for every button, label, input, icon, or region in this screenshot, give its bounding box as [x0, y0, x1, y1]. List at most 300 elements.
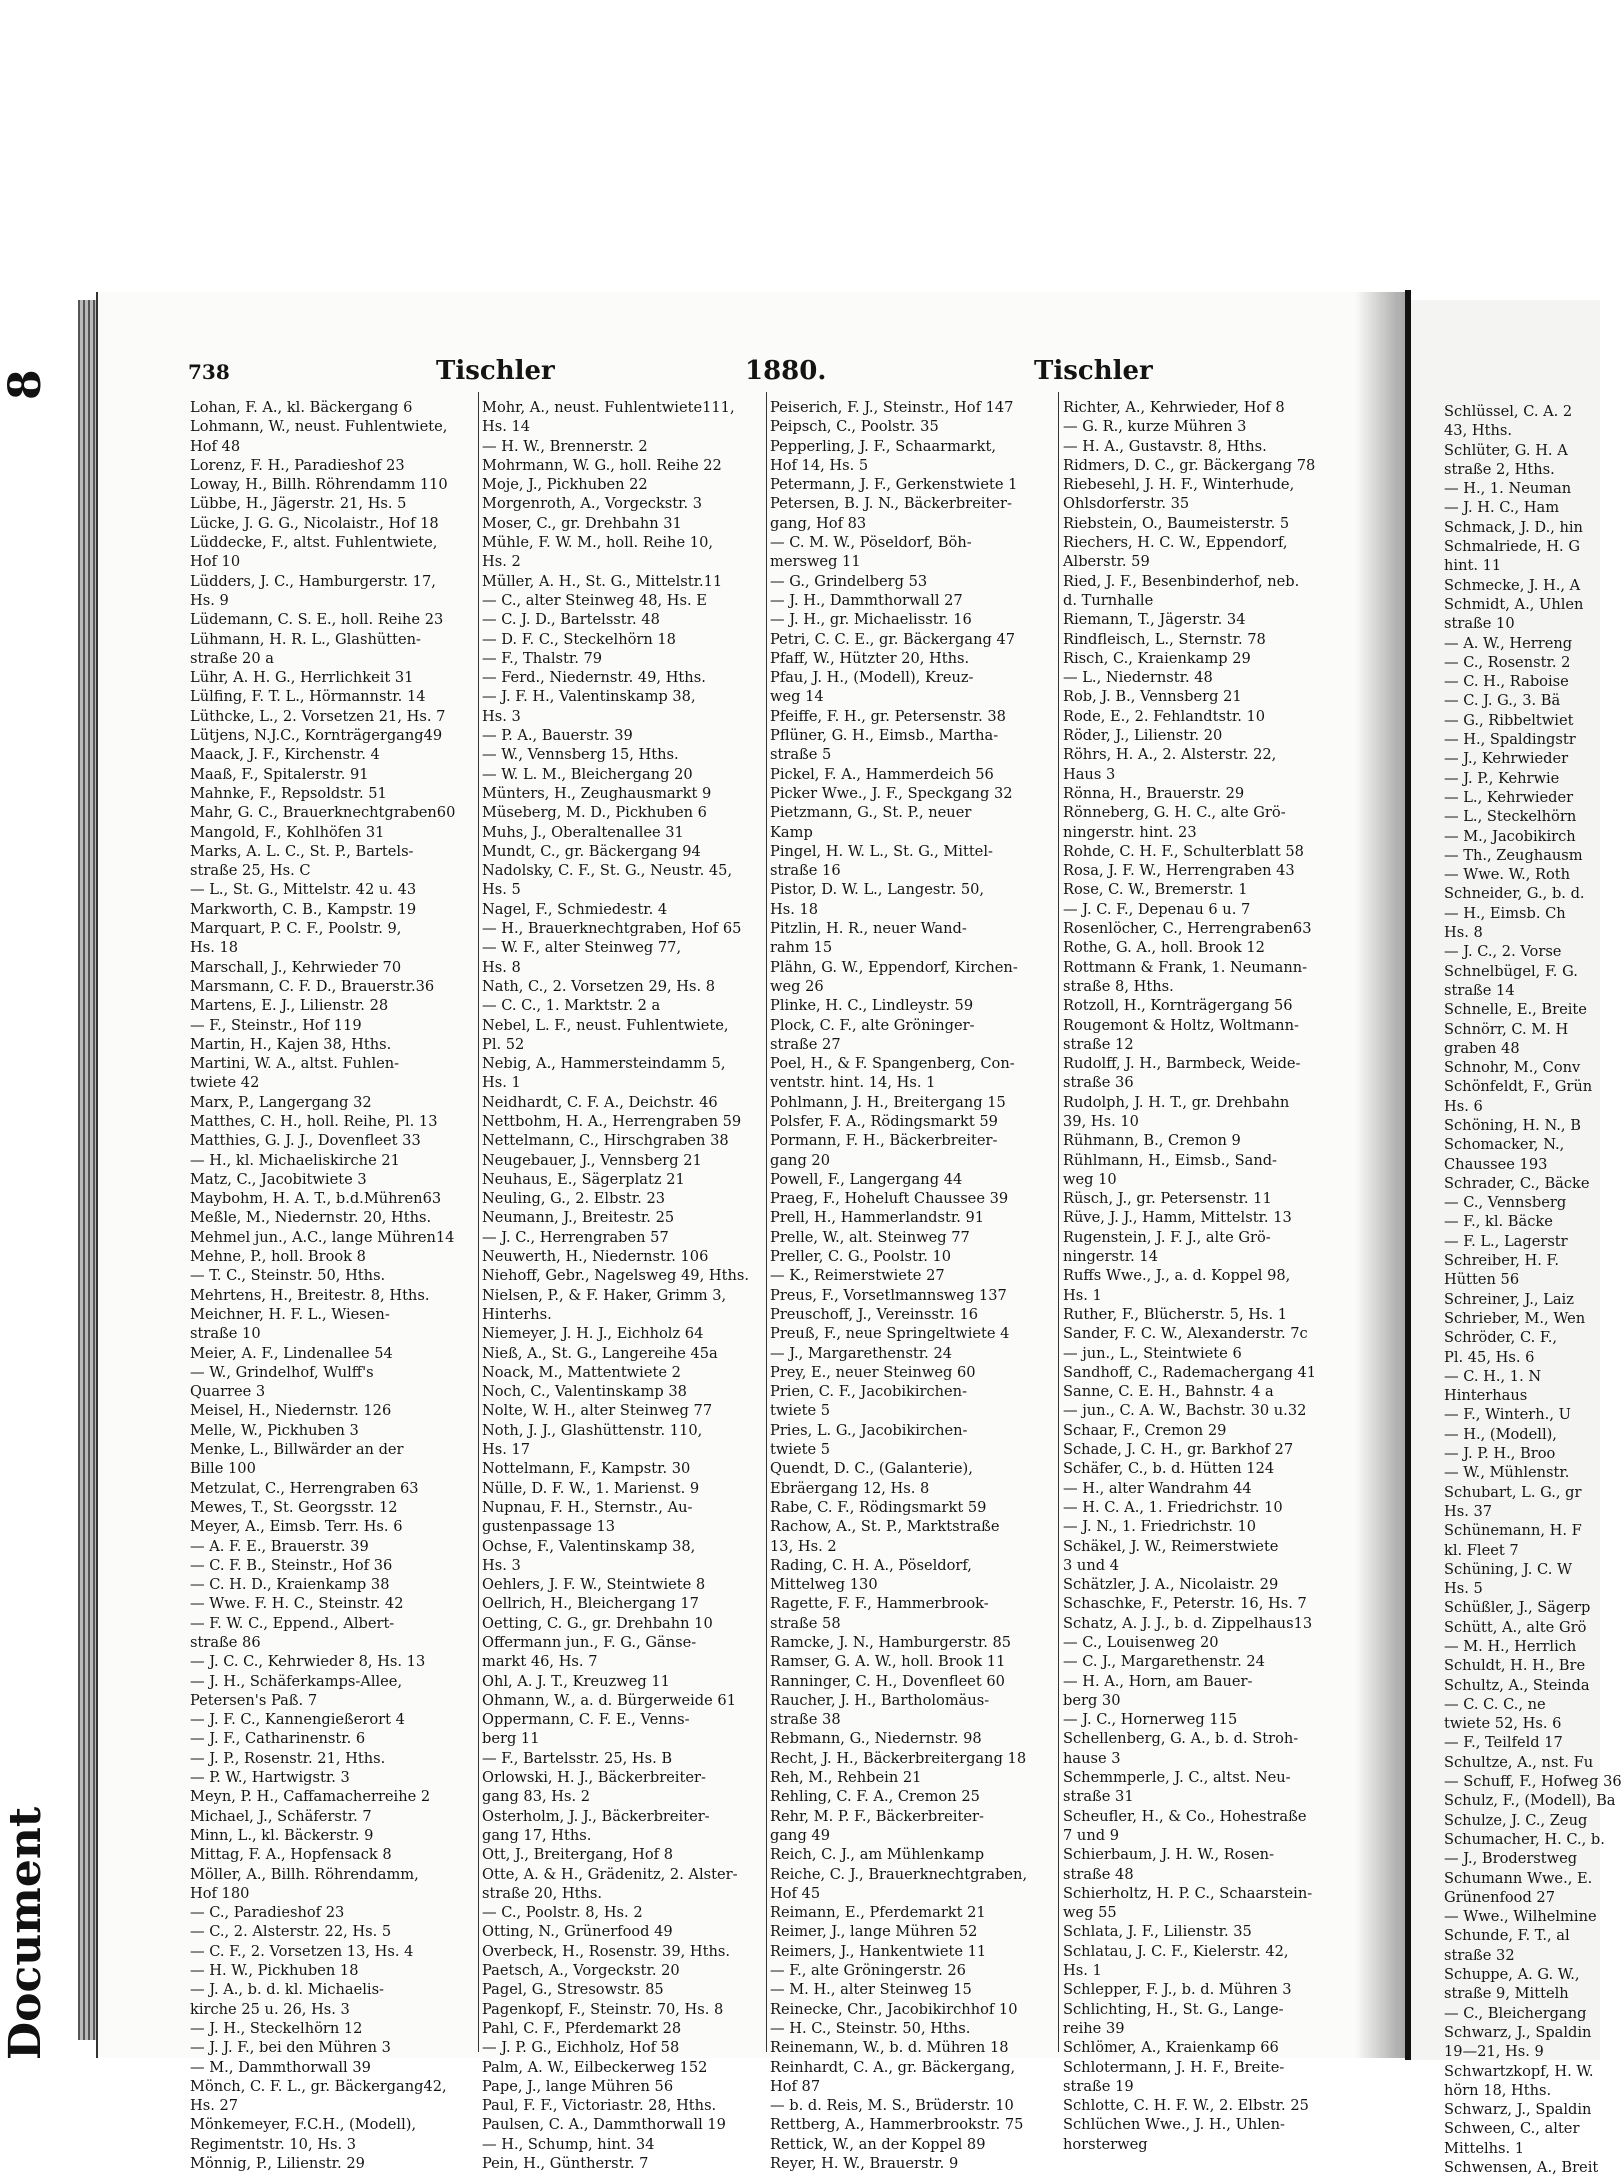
book-spine — [0, 369, 51, 2080]
directory-entry-line: Quarree 3 — [190, 1383, 266, 1401]
directory-entry-line: — C. F., 2. Vorsetzen 13, Hs. 4 — [190, 1942, 414, 1960]
directory-entry-line: Recht, J. H., Bäckerbreitergang 18 — [770, 1749, 1027, 1767]
directory-entry-line: — C. H., 1. N — [1444, 1367, 1542, 1385]
directory-entry-line: Schumann Wwe., E. — [1444, 1869, 1593, 1887]
directory-entry-line: Mittelweg 130 — [770, 1576, 878, 1594]
directory-entry-line: Peiserich, F. J., Steinstr., Hof 147 — [770, 399, 1014, 416]
directory-entry-line: Schlichting, H., St. G., Lange- — [1063, 2000, 1284, 2018]
directory-entry-line: Hs. 27 — [190, 2097, 239, 2115]
directory-entry-line: Schlata, J. F., Lilienstr. 35 — [1063, 1923, 1252, 1941]
directory-entry-line: Rudolph, J. H. T., gr. Drehbahn — [1063, 1093, 1290, 1111]
directory-entry-line: Hs. 18 — [190, 939, 239, 957]
directory-entry-line: Schnelle, E., Breite — [1444, 1001, 1587, 1019]
directory-entry-line: straße 19 — [1063, 2077, 1134, 2095]
directory-entry-line: Schrieber, M., Wen — [1444, 1309, 1586, 1327]
directory-entry-line: Rebmann, G., Niedernstr. 98 — [770, 1730, 982, 1748]
directory-entry-line: Rading, C. H. A., Pöseldorf, — [770, 1556, 972, 1574]
directory-entry-line: — C. J. G., 3. Bä — [1444, 692, 1561, 710]
directory-entry-line: — J. C., Herrengraben 57 — [482, 1228, 669, 1246]
directory-entry-line: 19—21, Hs. 9 — [1444, 2043, 1544, 2061]
directory-entry-line: Noack, M., Mattentwiete 2 — [482, 1363, 681, 1381]
directory-entry-line: Ohmann, W., a. d. Bürgerweide 61 — [482, 1691, 736, 1709]
directory-entry-line: Maaß, F., Spitalerstr. 91 — [190, 765, 369, 783]
directory-entry-line: — Wwe., Wilhelmine — [1444, 1908, 1597, 1926]
directory-entry-line: — J. C., 2. Vorse — [1444, 943, 1562, 961]
directory-entry-line: straße 5 — [770, 746, 832, 764]
directory-entry-line: Hs. 1 — [482, 1074, 521, 1092]
directory-entry-line: graben 48 — [1444, 1039, 1520, 1057]
directory-entry-line: Mahr, G. C., Brauerknechtgraben60 — [190, 804, 456, 822]
directory-entry-line: Mühle, F. W. M., holl. Reihe 10, — [482, 534, 714, 552]
directory-entry-line: Pfeiffe, F. H., gr. Petersenstr. 38 — [770, 707, 1006, 725]
directory-entry-line: Paetsch, A., Vorgeckstr. 20 — [482, 1962, 680, 1980]
directory-entry-line: Schaschke, F., Peterstr. 16, Hs. 7 — [1063, 1595, 1307, 1613]
directory-entry-line: Lücke, J. G. G., Nicolaistr., Hof 18 — [190, 514, 439, 532]
directory-entry-line: Schlotte, C. H. F. W., 2. Elbstr. 25 — [1063, 2097, 1309, 2115]
directory-entry-line: — W., Vennsberg 15, Hths. — [482, 746, 679, 764]
directory-entry-line: — H., (Modell), — [1444, 1425, 1557, 1443]
directory-entry-line: Matthies, G. J. J., Dovenfleet 33 — [190, 1132, 421, 1150]
directory-entry-line: Mittelhs. 1 — [1444, 2139, 1525, 2157]
directory-entry-line: — W., Grindelhof, Wulff's — [190, 1363, 374, 1381]
spine-text-upper: 8 — [0, 369, 51, 400]
directory-entry-line: Menke, L., Billwärder an der — [190, 1441, 404, 1459]
directory-entry-line: — J. P., Kehrwie — [1444, 769, 1560, 787]
directory-entry-line: straße 58 — [770, 1614, 841, 1632]
directory-entry-line: Regimentstr. 10, Hs. 3 — [190, 2135, 357, 2153]
directory-entry-line: Nath, C., 2. Vorsetzen 29, Hs. 8 — [482, 977, 716, 995]
directory-entry-line: Meichner, H. F. L., Wiesen- — [190, 1305, 390, 1323]
directory-entry-line: Pohlmann, J. H., Breitergang 15 — [770, 1093, 1006, 1111]
directory-entry-line: — A. F. E., Brauerstr. 39 — [190, 1537, 369, 1555]
directory-column-3 — [770, 398, 1066, 2173]
directory-entry-line: Rothe, G. A., holl. Brook 12 — [1063, 939, 1265, 957]
directory-entry-line: Pistor, D. W. L., Langestr. 50, — [770, 881, 985, 899]
directory-entry-line: — J., Kehrwieder — [1444, 750, 1569, 768]
directory-entry-line: Prey, E., neuer Steinweg 60 — [770, 1363, 976, 1381]
directory-entry-line: straße 86 — [190, 1634, 261, 1651]
directory-entry-line: Schlüter, G. H. A — [1444, 441, 1568, 459]
directory-entry-line: Nebig, A., Hammersteindamm 5, — [482, 1055, 726, 1073]
directory-entry-line: Hütten 56 — [1444, 1271, 1520, 1289]
directory-entry-line: — C. J., Margarethenstr. 24 — [1063, 1653, 1265, 1671]
directory-entry-line: berg 11 — [482, 1730, 540, 1748]
directory-entry-line: weg 26 — [770, 977, 824, 995]
directory-entry-line: Hs. 17 — [482, 1441, 531, 1459]
directory-entry-line: — C., alter Steinweg 48, Hs. E — [482, 591, 707, 609]
directory-entry-line: Schrader, C., Bäcke — [1444, 1174, 1590, 1192]
directory-entry-line: Riemann, T., Jägerstr. 34 — [1063, 611, 1246, 629]
directory-entry-line: Petri, C. C. E., gr. Bäckergang 47 — [770, 630, 1016, 648]
directory-entry-line: Maack, J. F., Kirchenstr. 4 — [190, 746, 380, 764]
directory-entry-line: — L., St. G., Mittelstr. 42 u. 43 — [190, 881, 417, 899]
directory-entry-line: Mittag, F. A., Hopfensack 8 — [190, 1846, 392, 1864]
directory-entry-line: Schmalriede, H. G — [1444, 538, 1580, 556]
running-header — [188, 356, 1378, 390]
directory-entry-line: gang 20 — [770, 1151, 830, 1169]
directory-entry-line: Schönfeldt, F., Grün — [1444, 1078, 1593, 1096]
directory-entry-line: straße 20, Hths. — [482, 1884, 603, 1902]
directory-entry-line: weg 14 — [770, 688, 824, 706]
directory-entry-line: Oppermann, C. F. E., Venns- — [482, 1711, 690, 1729]
directory-entry-line: Neuhaus, E., Sägerplatz 21 — [482, 1170, 685, 1188]
directory-entry-line: kl. Fleet 7 — [1444, 1541, 1519, 1559]
directory-entry-line: Paul, F. F., Victoriastr. 28, Hths. — [482, 2097, 717, 2115]
directory-entry-line: — C., Rosenstr. 2 — [1444, 653, 1571, 671]
directory-entry-line: Overbeck, H., Rosenstr. 39, Hths. — [482, 1942, 731, 1960]
directory-entry-line: — jun., L., Steintwiete 6 — [1063, 1344, 1242, 1362]
directory-entry-line: Schwensen, A., Breit — [1444, 2159, 1599, 2177]
directory-entry-line: Lühr, A. H. G., Herrlichkeit 31 — [190, 669, 414, 687]
directory-entry-line: Pingel, H. W. L., St. G., Mittel- — [770, 842, 993, 860]
directory-entry-line: Picker Wwe., J. F., Speckgang 32 — [770, 784, 1013, 802]
directory-entry-line: Pfau, J. H., (Modell), Kreuz- — [770, 669, 974, 687]
directory-entry-line: Mehmel jun., A.C., lange Mühren14 — [190, 1228, 455, 1246]
directory-entry-line: gang 83, Hs. 2 — [482, 1788, 591, 1806]
directory-entry-line: Hof 14, Hs. 5 — [770, 456, 869, 474]
directory-entry-line: Matz, C., Jacobitwiete 3 — [190, 1170, 367, 1188]
directory-entry-line: Neidhardt, C. F. A., Deichstr. 46 — [482, 1093, 718, 1111]
directory-entry-line: Oehlers, J. F. W., Steintwiete 8 — [482, 1576, 706, 1594]
directory-entry-line: — C. H., Raboise — [1444, 673, 1569, 691]
directory-entry-line: ningerstr. hint. 23 — [1063, 823, 1197, 841]
directory-entry-line: — A. W., Herreng — [1444, 634, 1573, 652]
directory-entry-line: Schierholtz, H. P. C., Schaarstein- — [1063, 1884, 1313, 1902]
directory-entry-line: straße 12 — [1063, 1035, 1134, 1053]
directory-entry-line: Haus 3 — [1063, 765, 1116, 783]
directory-entry-line: Marsmann, C. F. D., Brauerstr.36 — [190, 977, 435, 995]
directory-entry-line: — C., 2. Alsterstr. 22, Hs. 5 — [190, 1923, 392, 1941]
directory-entry-line: Reyer, H. W., Brauerstr. 9 — [770, 2155, 959, 2173]
directory-entry-line: Hs. 18 — [770, 900, 819, 918]
directory-entry-line: Nupnau, F. H., Sternstr., Au- — [482, 1498, 693, 1516]
directory-entry-line: Niemeyer, J. H. J., Eichholz 64 — [482, 1325, 704, 1343]
directory-entry-line: — K., Reimerstwiete 27 — [770, 1267, 945, 1285]
directory-entry-line: — J. N., 1. Friedrichstr. 10 — [1063, 1518, 1257, 1536]
directory-entry-line: 43, Hths. — [1444, 422, 1512, 440]
directory-entry-line: straße 31 — [1063, 1788, 1134, 1806]
directory-entry-line: Hs. 6 — [1444, 1097, 1483, 1115]
directory-entry-line: Schreiner, J., Laiz — [1444, 1290, 1574, 1308]
directory-entry-line: — G. R., kurze Mühren 3 — [1063, 418, 1247, 436]
directory-entry-line: Rotzoll, H., Kornträgergang 56 — [1063, 997, 1293, 1015]
directory-entry-line: — H. C. A., 1. Friedrichstr. 10 — [1063, 1498, 1283, 1516]
directory-entry-line: Sandhoff, C., Rademachergang 41 — [1063, 1363, 1317, 1381]
directory-entry-line: Marks, A. L. C., St. P., Bartels- — [190, 842, 414, 860]
directory-entry-line: Ohlsdorferstr. 35 — [1063, 495, 1190, 513]
directory-entry-line: — F., Steinstr., Hof 119 — [190, 1016, 362, 1034]
directory-entry-line: Niehoff, Gebr., Nagelsweg 49, Hths. — [482, 1267, 749, 1285]
directory-entry-line: Noch, C., Valentinskamp 38 — [482, 1383, 687, 1401]
directory-entry-line: Hinterhaus — [1444, 1387, 1528, 1405]
directory-entry-line: Grünenfood 27 — [1444, 1888, 1555, 1906]
directory-entry-line: straße 9, Mittelh — [1444, 1985, 1569, 2003]
directory-entry-line: Lüddecke, F., altst. Fuhlentwiete, — [190, 534, 438, 552]
directory-entry-line: Schünemann, H. F — [1444, 1522, 1582, 1540]
directory-entry-line: Paulsen, C. A., Dammthorwall 19 — [482, 2116, 726, 2134]
directory-entry-line: ventstr. hint. 14, Hs. 1 — [770, 1074, 936, 1092]
directory-entry-line: Schlepper, F. J., b. d. Mühren 3 — [1063, 1981, 1292, 1999]
directory-entry-line: — G., Ribbeltwiet — [1444, 711, 1574, 729]
directory-entry-line: Lütjens, N.J.C., Kornträgergang49 — [190, 727, 443, 745]
directory-entry-line: Noth, J. J., Glashüttenstr. 110, — [482, 1421, 703, 1439]
directory-entry-line: Plähn, G. W., Eppendorf, Kirchen- — [770, 958, 1018, 976]
directory-entry-line: Marquart, P. C. F., Poolstr. 9, — [190, 920, 402, 938]
directory-entry-line: — L., Niedernstr. 48 — [1063, 669, 1213, 687]
directory-entry-line: Reimer, J., lange Mühren 52 — [770, 1923, 978, 1941]
directory-entry-line: — L., Steckelhörn — [1444, 808, 1577, 826]
directory-entry-line: Rüsch, J., gr. Petersenstr. 11 — [1063, 1190, 1272, 1208]
directory-entry-line: Reh, M., Rehbein 21 — [770, 1769, 922, 1787]
directory-entry-line: hause 3 — [1063, 1749, 1121, 1767]
directory-entry-line: berg 30 — [1063, 1691, 1121, 1709]
directory-entry-line: Lülfing, F. T. L., Hörmannstr. 14 — [190, 688, 426, 706]
directory-entry-line: Schlüssel, C. A. 2 — [1444, 403, 1573, 420]
directory-entry-line: — H. A., Gustavstr. 8, Hths. — [1063, 437, 1267, 455]
directory-entry-line: Hs. 8 — [1444, 924, 1483, 942]
directory-entry-line: Ranninger, C. H., Dovenfleet 60 — [770, 1672, 1005, 1690]
directory-entry-line: — C. C., 1. Marktstr. 2 a — [482, 997, 661, 1015]
directory-entry-line: 3 und 4 — [1063, 1556, 1119, 1574]
directory-entry-line: Moser, C., gr. Drehbahn 31 — [482, 514, 682, 532]
directory-entry-line: Reinhardt, C. A., gr. Bäckergang, — [770, 2058, 1016, 2076]
directory-entry-line: Hs. 14 — [482, 418, 531, 436]
directory-entry-line: — C. H. D., Kraienkamp 38 — [190, 1576, 390, 1594]
directory-entry-line: Mundt, C., gr. Bäckergang 94 — [482, 842, 701, 860]
directory-entry-line: Mehne, P., holl. Brook 8 — [190, 1248, 366, 1266]
directory-entry-line: Rabe, C. F., Rödingsmarkt 59 — [770, 1498, 987, 1516]
directory-entry-line: Schuldt, H. H., Bre — [1444, 1657, 1586, 1675]
directory-entry-line: Lorenz, F. H., Paradieshof 23 — [190, 456, 405, 474]
directory-entry-line: Münters, H., Zeughausmarkt 9 — [482, 784, 712, 802]
directory-entry-line: Markworth, C. B., Kampstr. 19 — [190, 900, 417, 918]
directory-entry-line: Neuling, G., 2. Elbstr. 23 — [482, 1190, 666, 1208]
directory-entry-line: gang 49 — [770, 1826, 830, 1844]
directory-entry-line: — C., Bleichergang — [1444, 2004, 1587, 2022]
directory-column-2 — [482, 398, 778, 2173]
directory-entry-line: — D. F. C., Steckelhörn 18 — [482, 630, 676, 648]
directory-entry-line: Rettick, W., an der Koppel 89 — [770, 2135, 986, 2153]
directory-entry-line: Hof 48 — [190, 437, 241, 455]
directory-entry-line: Ried, J. F., Besenbinderhof, neb. — [1063, 572, 1300, 590]
directory-entry-line: — jun., C. A. W., Bachstr. 30 u.32 — [1063, 1402, 1307, 1420]
directory-entry-line: Rindfleisch, L., Sternstr. 78 — [1063, 630, 1266, 648]
directory-entry-line: — J. A., b. d. kl. Michaelis- — [190, 1981, 384, 1999]
directory-entry-line: Schlatau, J. C. F., Kielerstr. 42, — [1063, 1942, 1289, 1960]
directory-entry-line: Hs. 1 — [1063, 1962, 1102, 1980]
directory-entry-line: Preuschoff, J., Vereinsstr. 16 — [770, 1305, 979, 1323]
directory-entry-line: Rougemont & Holtz, Woltmann- — [1063, 1016, 1299, 1034]
directory-entry-line: Schöning, H. N., B — [1444, 1116, 1581, 1134]
directory-entry-line: straße 10 — [1444, 615, 1515, 633]
directory-entry-line: Osterholm, J. J., Bäckerbreiter- — [482, 1807, 710, 1825]
directory-entry-line: Reinemann, W., b. d. Mühren 18 — [770, 2039, 1009, 2057]
directory-entry-line: straße 27 — [770, 1035, 841, 1053]
directory-entry-line: Schmecke, J. H., A — [1444, 576, 1581, 594]
directory-entry-line: Rudolff, J. H., Barmbeck, Weide- — [1063, 1055, 1301, 1073]
directory-entry-line: 39, Hs. 10 — [1063, 1112, 1139, 1130]
directory-entry-line: — F. L., Lagerstr — [1444, 1232, 1568, 1250]
directory-entry-line: Ebräergang 12, Hs. 8 — [770, 1479, 930, 1497]
directory-entry-line: straße 25, Hs. C — [190, 862, 311, 880]
directory-entry-line: twiete 5 — [770, 1441, 831, 1459]
directory-entry-line: Oetting, C. G., gr. Drehbahn 10 — [482, 1614, 713, 1632]
directory-entry-line: Minn, L., kl. Bäckerstr. 9 — [190, 1826, 374, 1844]
directory-entry-line: — L., Kehrwieder — [1444, 788, 1574, 806]
directory-entry-line: Mohr, A., neust. Fuhlentwiete111, — [482, 399, 735, 416]
directory-entry-line: — F., alte Gröningerstr. 26 — [770, 1962, 966, 1980]
directory-entry-line: Richter, A., Kehrwieder, Hof 8 — [1063, 399, 1285, 416]
directory-entry-line: straße 32 — [1444, 1946, 1515, 1964]
directory-entry-line: straße 20 a — [190, 649, 274, 667]
directory-entry-line: Lohan, F. A., kl. Bäckergang 6 — [190, 399, 413, 416]
directory-entry-line: 13, Hs. 2 — [770, 1537, 837, 1555]
directory-entry-line: Schomacker, N., — [1444, 1136, 1565, 1154]
directory-entry-line: Rönna, H., Brauerstr. 29 — [1063, 784, 1245, 802]
directory-entry-line: Nülle, D. F. W., 1. Marienst. 9 — [482, 1479, 700, 1497]
directory-entry-line: Schuppe, A. G. W., — [1444, 1966, 1580, 1984]
directory-entry-line: — J. H., Dammthorwall 27 — [770, 591, 963, 609]
directory-entry-line: — J. F., Catharinenstr. 6 — [190, 1730, 366, 1748]
directory-entry-line: twiete 42 — [190, 1074, 260, 1092]
directory-entry-line: — C., Poolstr. 8, Hs. 2 — [482, 1904, 643, 1922]
directory-entry-line: Pries, L. G., Jacobikirchen- — [770, 1421, 968, 1439]
directory-entry-line: — C., Louisenweg 20 — [1063, 1634, 1219, 1651]
directory-entry-line: Schellenberg, G. A., b. d. Stroh- — [1063, 1730, 1299, 1748]
directory-entry-line: Pormann, F. H., Bäckerbreiter- — [770, 1132, 998, 1150]
directory-entry-line: — J. H., Schäferkamps-Allee, — [190, 1672, 403, 1690]
directory-entry-line: — H. W., Pickhuben 18 — [190, 1962, 359, 1980]
directory-entry-line: — M., Jacobikirch — [1444, 827, 1576, 845]
directory-entry-line: Schnörr, C. M. H — [1444, 1020, 1569, 1038]
directory-entry-line: straße 8, Hths. — [1063, 977, 1174, 995]
directory-entry-line: Nettelmann, C., Hirschgraben 38 — [482, 1132, 729, 1150]
directory-entry-line: — F., Teilfeld 17 — [1444, 1734, 1563, 1752]
directory-entry-line: Hof 45 — [770, 1884, 821, 1902]
directory-column-1 — [190, 398, 486, 2173]
directory-entry-line: Nottelmann, F., Kampstr. 30 — [482, 1460, 691, 1478]
directory-entry-line: Lüdemann, C. S. E., holl. Reihe 23 — [190, 611, 444, 629]
directory-entry-line: Nieß, A., St. G., Langereihe 45a — [482, 1344, 718, 1362]
directory-entry-line: Ott, J., Breitergang, Hof 8 — [482, 1846, 673, 1864]
directory-entry-line: Loway, H., Billh. Röhrendamm 110 — [190, 476, 448, 494]
directory-entry-line: Alberstr. 59 — [1063, 553, 1150, 571]
directory-entry-line: Moje, J., Pickhuben 22 — [482, 476, 648, 494]
directory-entry-line: Rehr, M. P. F., Bäckerbreiter- — [770, 1807, 984, 1825]
directory-entry-line: Hs. 9 — [190, 591, 229, 609]
directory-entry-line: weg 55 — [1063, 1904, 1117, 1922]
directory-entry-line: Mewes, T., St. Georgsstr. 12 — [190, 1498, 398, 1516]
directory-entry-line: — Schuff, F., Hofweg 36 — [1444, 1773, 1622, 1791]
directory-entry-line: Mönnig, P., Lilienstr. 29 — [190, 2155, 365, 2173]
directory-entry-line: Neumann, J., Breitestr. 25 — [482, 1209, 675, 1227]
directory-entry-line: Neugebauer, J., Vennsberg 21 — [482, 1151, 702, 1169]
directory-entry-line: — J. J. F., bei den Mühren 3 — [190, 2039, 391, 2057]
directory-entry-line: kirche 25 u. 26, Hs. 3 — [190, 2000, 350, 2018]
directory-entry-line: Ridmers, D. C., gr. Bäckergang 78 — [1063, 456, 1316, 474]
directory-entry-line: Martini, W. A., altst. Fuhlen- — [190, 1055, 400, 1073]
directory-entry-line: Ruffs Wwe., J., a. d. Koppel 98, — [1063, 1267, 1291, 1285]
directory-entry-line: Riebesehl, J. H. F., Winterhude, — [1063, 476, 1295, 494]
directory-entry-line: Schwarz, J., Spaldin — [1444, 2023, 1592, 2041]
directory-entry-line: Schwartzkopf, H. W. — [1444, 2062, 1594, 2080]
directory-entry-line: Neuwerth, H., Niedernstr. 106 — [482, 1248, 709, 1266]
directory-entry-line: — J. H. C., Ham — [1444, 499, 1560, 517]
directory-entry-line: Pagenkopf, F., Steinstr. 70, Hs. 8 — [482, 2000, 724, 2018]
directory-entry-line: Schubart, L. G., gr — [1444, 1483, 1582, 1501]
directory-entry-line: Pagel, G., Stresowstr. 85 — [482, 1981, 664, 1999]
directory-entry-line: Meyer, A., Eimsb. Terr. Hs. 6 — [190, 1518, 403, 1536]
directory-entry-line: — T. C., Steinstr. 50, Hths. — [190, 1267, 386, 1285]
directory-entry-line: Schäkel, J. W., Reimerstwiete — [1063, 1537, 1279, 1555]
directory-entry-line: Ruther, F., Blücherstr. 5, Hs. 1 — [1063, 1305, 1288, 1323]
directory-entry-line: — Ferd., Niedernstr. 49, Hths. — [482, 669, 706, 687]
directory-entry-line: Prelle, W., alt. Steinweg 77 — [770, 1228, 970, 1246]
directory-entry-line: Petersen's Paß. 7 — [190, 1691, 318, 1709]
directory-entry-line: Mohrmann, W. G., holl. Reihe 22 — [482, 456, 722, 474]
directory-entry-line: Schulze, J. C., Zeug — [1444, 1811, 1588, 1829]
directory-entry-line: Chaussee 193 — [1444, 1155, 1548, 1173]
directory-entry-line: Röhrs, H. A., 2. Alsterstr. 22, — [1063, 746, 1277, 764]
directory-entry-line: Rachow, A., St. P., Marktstraße — [770, 1518, 1000, 1536]
directory-entry-line: Mönch, C. F. L., gr. Bäckergang42, — [190, 2077, 447, 2095]
directory-entry-line: straße 38 — [770, 1711, 841, 1729]
directory-entry-line: Schunde, F. T., al — [1444, 1927, 1570, 1945]
directory-entry-line: Rohde, C. H. F., Schulterblatt 58 — [1063, 842, 1304, 860]
directory-entry-line: straße 10 — [190, 1325, 261, 1343]
directory-entry-line: Nettbohm, H. A., Herrengraben 59 — [482, 1112, 742, 1130]
directory-entry-line: 7 und 9 — [1063, 1826, 1119, 1844]
directory-entry-line: Rottmann & Frank, 1. Neumann- — [1063, 958, 1308, 976]
directory-entry-line: Meyn, P. H., Caffamacherreihe 2 — [190, 1788, 431, 1806]
directory-entry-line: Hinterhs. — [482, 1305, 552, 1323]
directory-entry-line: Mönkemeyer, F.C.H., (Modell), — [190, 2116, 417, 2134]
directory-entry-line: hörn 18, Hths. — [1444, 2081, 1552, 2099]
directory-entry-line: Rehling, C. F. A., Cremon 25 — [770, 1788, 980, 1806]
directory-entry-line: Quendt, D. C., (Galanterie), — [770, 1460, 973, 1478]
directory-entry-line: Pein, H., Güntherstr. 7 — [482, 2155, 649, 2173]
directory-entry-line: Raucher, J. H., Bartholomäus- — [770, 1691, 990, 1709]
header-title-left: Tischler — [436, 356, 555, 386]
directory-entry-line: — C. J. D., Bartelsstr. 48 — [482, 611, 660, 629]
directory-entry-line: — H., Spaldingstr — [1444, 731, 1576, 749]
directory-column-4 — [1063, 398, 1363, 2153]
directory-entry-line: — J. C. F., Depenau 6 u. 7 — [1063, 900, 1251, 918]
directory-entry-line: Schaar, F., Cremon 29 — [1063, 1421, 1227, 1439]
directory-entry-line: twiete 52, Hs. 6 — [1444, 1715, 1562, 1733]
directory-entry-line: Mahnke, F., Repsoldstr. 51 — [190, 784, 387, 802]
directory-entry-line: Schultze, A., nst. Fu — [1444, 1753, 1594, 1771]
directory-entry-line: hint. 11 — [1444, 557, 1502, 575]
directory-entry-line: — H. A., Horn, am Bauer- — [1063, 1672, 1253, 1690]
directory-column-5-cropped — [1444, 402, 1622, 2177]
directory-entry-line: Morgenroth, A., Vorgeckstr. 3 — [482, 495, 703, 513]
directory-entry-line: Preus, F., Vorsetlmannsweg 137 — [770, 1286, 1007, 1304]
directory-entry-line: Plock, C. F., alte Gröninger- — [770, 1016, 975, 1034]
directory-entry-line: markt 46, Hs. 7 — [482, 1653, 598, 1671]
directory-entry-line: Schmack, J. D., hin — [1444, 518, 1583, 536]
directory-entry-line: Ohl, A. J. T., Kreuzweg 11 — [482, 1672, 670, 1690]
directory-entry-line: twiete 5 — [770, 1402, 831, 1420]
directory-entry-line: Lohmann, W., neust. Fuhlentwiete, — [190, 418, 448, 436]
directory-entry-line: Powell, F., Langergang 44 — [770, 1170, 963, 1188]
directory-entry-line: Hs. 37 — [1444, 1502, 1493, 1520]
directory-entry-line: Pape, J., lange Mühren 56 — [482, 2077, 674, 2095]
directory-entry-line: Petersen, B. J. N., Bäckerbreiter- — [770, 495, 1012, 513]
directory-entry-line: — P. A., Bauerstr. 39 — [482, 727, 633, 745]
directory-entry-line: Reimann, E., Pferdemarkt 21 — [770, 1904, 986, 1922]
directory-entry-line: — J. C., Hornerweg 115 — [1063, 1711, 1238, 1729]
